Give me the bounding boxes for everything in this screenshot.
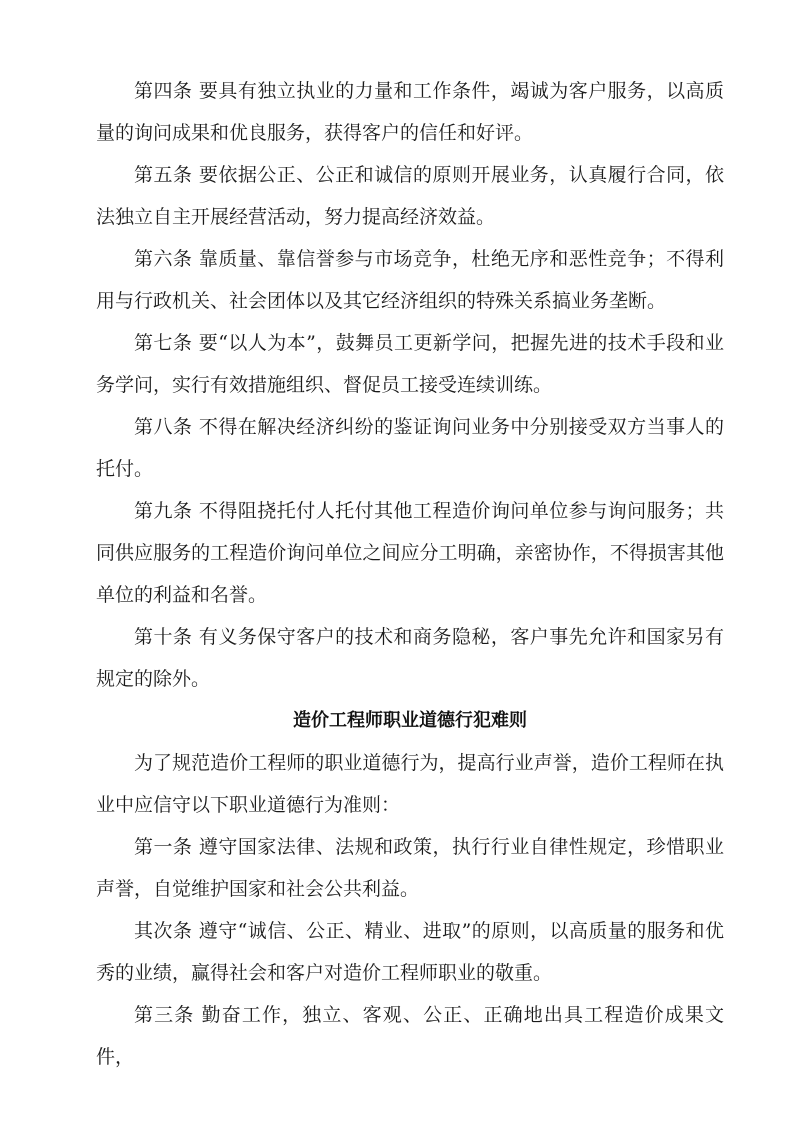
intro-paragraph: 为了规范造价工程师的职业道德行为，提高行业声誉，造价工程师在执业中应信守以下职业道德行为准则： <box>96 752 724 816</box>
article-7-paragraph: 第七条 要“以人为本”，鼓舞员工更新学问，把握先进的技术手段和业务学问，实行有效措施组织、督促员工接受连续训练。 <box>96 332 724 396</box>
article-4-paragraph: 第四条 要具有独立执业的力量和工作条件，竭诚为客户服务，以高质量的询问成果和优良服务，获得客户的信任和好评。 <box>96 80 724 144</box>
section-heading: 造价工程师职业道德行犯难则 <box>293 710 527 731</box>
article-5-paragraph: 第五条 要依据公正、公正和诚信的原则开展业务，认真履行合同，依法独立自主开展经营活动，努力提高经济效益。 <box>96 164 724 228</box>
rule-3-paragraph: 第三条 勤奋工作，独立、客观、公正、正确地出具工程造价成果文件， <box>96 1004 724 1068</box>
article-10-paragraph: 第十条 有义务保守客户的技术和商务隐秘，客户事先允许和国家另有规定的除外。 <box>96 626 724 690</box>
article-6-paragraph: 第六条 靠质量、靠信誉参与市场竞争，杜绝无序和恶性竞争；不得利用与行政机关、社会团体以及其它经济组织的特殊关系搞业务垄断。 <box>96 248 724 312</box>
article-9-paragraph: 第九条 不得阻挠托付人托付其他工程造价询问单位参与询问服务；共同供应服务的工程造价询问单位之间应分工明确，亲密协作，不得损害其他单位的利益和名誉。 <box>96 500 724 606</box>
rule-1-paragraph: 第一条 遵守国家法律、法规和政策，执行行业自律性规定，珍惜职业声誉，自觉维护国家和社会公共利益。 <box>96 836 724 900</box>
document-body <box>96 70 724 1078</box>
rule-2-paragraph: 其次条 遵守“诚信、公正、精业、进取”的原则，以高质量的服务和优秀的业绩，赢得社会和客户对造价工程师职业的敬重。 <box>96 920 724 984</box>
article-8-paragraph: 第八条 不得在解决经济纠纷的鉴证询问业务中分别接受双方当事人的托付。 <box>96 416 724 480</box>
